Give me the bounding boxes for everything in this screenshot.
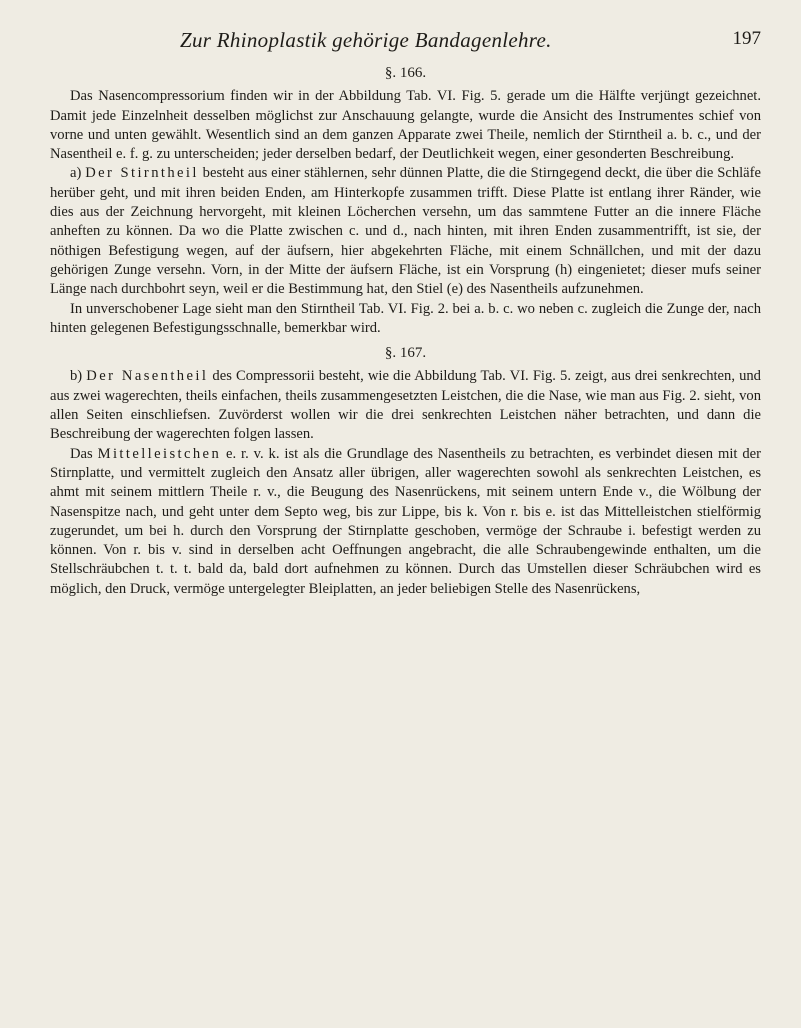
page-body bbox=[50, 64, 761, 599]
paragraph-167-mittelleistchen bbox=[50, 445, 761, 599]
paragraph-167-nasentheil-text: des Compressorii besteht, wie die Abbildung Tab. VI. Fig. 5. zeigt, aus drei senkrechten, und aus zwei wagerechten, theils einfachen, theils zusammengesetzten Leistchen, die die Nase, wie man aus Fig. 2. sieht, von allen Seiten einschliefsen. Zuvörderst wollen wir die drei senkrechten Leistchen näher betrachten, und dann die Beschreibung der wagerechten folgen lassen. bbox=[50, 368, 761, 443]
enumerator-a: a) bbox=[70, 165, 86, 182]
section-heading-167: §. 167. bbox=[384, 345, 427, 362]
term-stirntheil: Der Stirntheil bbox=[85, 165, 199, 182]
section-heading-166: §. 166. bbox=[384, 65, 427, 81]
enumerator-b: b) bbox=[70, 368, 87, 385]
paragraph-167-mittelleistchen-text: e. r. v. k. ist als die Grundlage des Nasentheils zu betrachten, es verbindet diesen mit der Stirnplatte, und vermittelt zugleich den Ansatz aller übrigen, aller wagerechten sowohl als senkrechten Leistchen, es ahmt mit seinem mittlern Theile r. v., die Beugung des Nasenrückens, mit seinem untern Ende v., die Wölbung der Nasenspitze nach, und geht unter dem Septo weg, bis zur Lippe, bis k. Von r. bis e. ist das Mittelleistchen stielförmig zugerundet, um bei h. durch den Vorsprung der Stirnplatte geschoben, vermöge der Schraube i. befestigt werden zu können. Von r. bis v. sind in derselben acht Oeffnungen angebracht, die alle Schraubengewinde enthalten, um die Stellschräubchen t. t. t. bald da, bald dort aufnehmen zu können. Durch das Umstellen dieser Schräubchen wird es möglich, den Druck, vermöge untergelegter Bleiplatten, an jeder beliebigen Stelle des Nasenrückens, bbox=[50, 445, 761, 597]
paragraph-167-lead: Das bbox=[70, 445, 98, 462]
page-number: 197 bbox=[732, 28, 761, 49]
running-head bbox=[140, 28, 761, 52]
paragraph-166-stirntheil-text: besteht aus einer stählernen, sehr dünnen Platte, die die Stirngegend deckt, die über die Schläfe herüber geht, und mit ihren beiden Enden, am Hinterkopfe zusammen trifft. Diese Platte ist entlang ihrer Ränder, wie dies aus der Zeichnung hervorgeht, mit kleinen Löcherchen versehn, um das sammtene Futter an die innere Fläche anheften zu können. Da wo die Platte zwischen c. und d., nach hinten, mit ihren Enden zusammentrifft, ist sie, der nöthigen Befestigung wegen, auf der äufsern, hier abgekehrten Fläche, mit einem Schnällchen, und mit der dazu gehörigen Zunge versehn. Vorn, in der Mitte der äufsern Fläche, ist ein Vorsprung (h) eingenietet; dieser mufs seiner Länge nach durchbohrt seyn, weil er die Bestimmung hat, den Stiel (e) des Nasentheils aufzunehmen. bbox=[50, 165, 761, 298]
paragraph-166-stirntheil bbox=[50, 164, 761, 299]
term-nasentheil: Der Nasentheil bbox=[86, 368, 209, 385]
running-title: Zur Rhinoplastik gehörige Bandagenlehre. bbox=[180, 28, 552, 52]
paragraph-167-nasentheil bbox=[50, 367, 761, 444]
paragraph-166-intro: Das Nasencompressorium finden wir in der Abbildung Tab. VI. Fig. 5. gerade um die Hälfte verjüngt gezeichnet. Damit jede Einzelnheit desselben möglichst zur Anschauung gelangte, wurde die Ansicht des Instrumentes schief von vorne und unten gewählt. Wesentlich sind an dem ganzen Apparate zwei Theile, nemlich der Stirntheil a. b. c., und der Nasentheil e. f. g. zu unterscheiden; jeder derselben bedarf, der Deutlichkeit wegen, einer gesonderten Beschreibung. bbox=[50, 88, 761, 163]
term-mittelleistchen: Mittelleistchen bbox=[97, 445, 222, 462]
paragraph-166-lage: In unverschobener Lage sieht man den Stirntheil Tab. VI. Fig. 2. bei a. b. c. wo neben c. zugleich die Zunge der, nach hinten gelegenen Befestigungsschnalle, bemerkbar wird. bbox=[50, 300, 761, 336]
